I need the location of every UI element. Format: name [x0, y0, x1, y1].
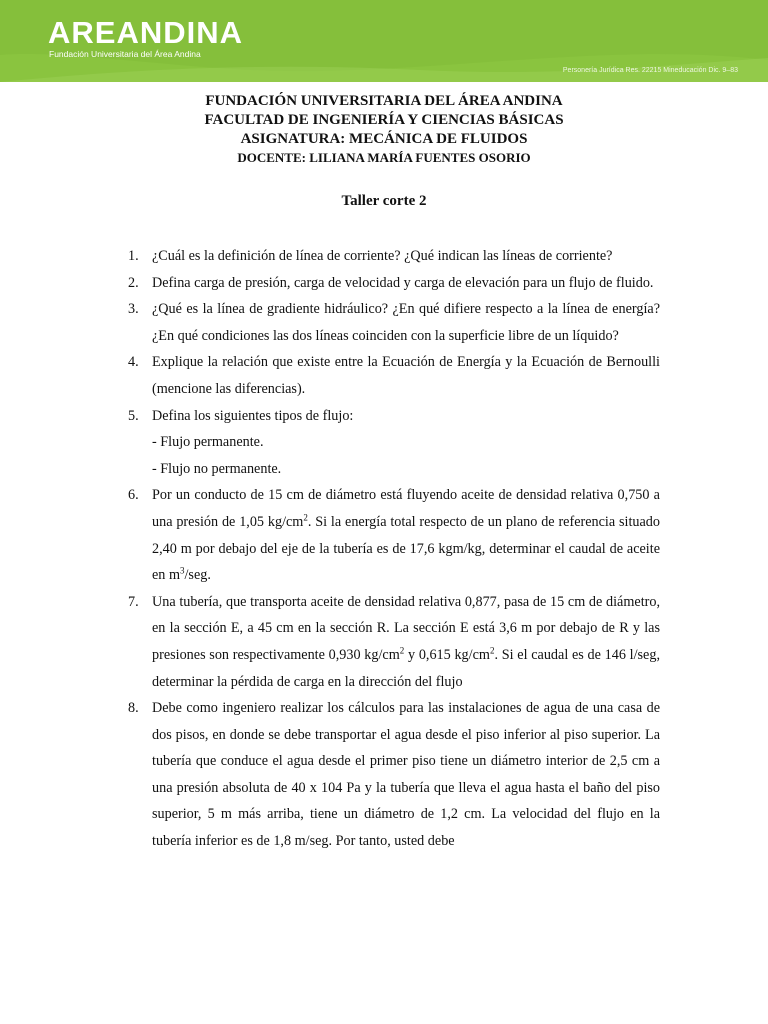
question-number: 1.	[128, 248, 139, 264]
question-text-part: . Si la energía total respecto de un plano de referencia situado 2,40 m por debajo del eje de la tubería es de 17,6 kgm/kg, determinar el caudal de aceite en m	[152, 513, 660, 584]
areandina-logo: AREANDINA	[48, 15, 243, 50]
question-text: ¿Cuál es la definición de línea de corriente? ¿Qué indican las líneas de corriente?	[152, 248, 613, 264]
question-number: 3.	[128, 301, 139, 318]
question-item	[110, 482, 660, 588]
question-number: 8.	[128, 700, 139, 717]
header-banner	[0, 0, 768, 82]
question-number: 5.	[128, 407, 139, 424]
legal-notice: Personería Jurídica Res. 22215 Mineducación Dic. 9–83	[562, 67, 738, 74]
header-institution: FUNDACIÓN UNIVERSITARIA DEL ÁREA ANDINA	[205, 93, 563, 109]
question-item	[110, 243, 660, 270]
header-subject: ASIGNATURA: MECÁNICA DE FLUIDOS	[240, 131, 528, 147]
question-item	[110, 695, 660, 855]
question-text: Defina los siguientes tipos de flujo:	[152, 407, 354, 424]
header-faculty: FACULTAD DE INGENIERÍA Y CIENCIAS BÁSICAS	[204, 112, 564, 128]
flow-type-permanent: - Flujo permanente.	[152, 434, 264, 451]
question-text	[152, 487, 660, 583]
question-number: 7.	[128, 593, 139, 610]
question-item	[110, 296, 660, 349]
question-number: 4.	[128, 354, 139, 371]
flow-type-non-permanent: - Flujo no permanente.	[152, 460, 282, 477]
question-text: Defina carga de presión, carga de velocidad y carga de elevación para un flujo de fluido.	[152, 274, 654, 291]
question-number: 6.	[128, 487, 139, 504]
header-teacher: DOCENTE: LILIANA MARÍA FUENTES OSORIO	[237, 150, 531, 165]
logo-subtitle: Fundación Universitaria del Área Andina	[49, 49, 201, 59]
question-number: 2.	[128, 274, 139, 291]
superscript: 2	[489, 645, 495, 656]
document-title: Taller corte 2	[341, 193, 427, 209]
question-item	[110, 349, 660, 402]
question-text: Debe como ingeniero realizar los cálculos para las instalaciones de agua de una casa de dos pisos, en donde se debe transportar el agua desde el piso inferior al piso superior. La tubería que conduce el agua desde el primer piso tiene un diámetro interior de 2,5 cm a una presión absoluta de 40 x 104 Pa y la tubería que lleva el agua hasta el baño del piso superior, 5 m más arriba, tiene un diámetro de 1,2 cm. La velocidad del flujo en la tubería inferior es de 1,8 m/seg. Por tanto, usted debe	[152, 700, 660, 850]
question-item	[110, 403, 660, 483]
question-text-part: . Si el caudal es de 146 l/seg, determinar la pérdida de carga en la dirección del flujo	[152, 646, 660, 690]
document-header	[0, 92, 768, 166]
question-text: ¿Qué es la línea de gradiente hidráulico? ¿En qué difiere respecto a la línea de energía? ¿En qué condiciones las dos líneas coinciden con la superficie libre de un líquido?	[152, 301, 660, 344]
question-text	[152, 594, 660, 690]
question-text-part: y 0,615 kg/cm	[404, 646, 490, 663]
superscript: 2	[303, 512, 308, 523]
question-item	[110, 589, 660, 695]
superscript: 3	[179, 565, 185, 576]
question-list	[110, 243, 660, 855]
superscript: 2	[399, 645, 405, 656]
question-text: Explique la relación que existe entre la Ecuación de Energía y la Ecuación de Bernoulli (mencione las diferencias).	[152, 354, 660, 397]
question-text-part: Una tubería, que transporta aceite de densidad relativa 0,877, pasa de 15 cm de diámetro, en la sección E, a 45 cm en la sección R. La sección E está 3,6 m por debajo de R y las presiones son respectivamente 0,930 kg/cm	[152, 593, 660, 663]
question-text-part: Por un conducto de 15 cm de diámetro está fluyendo aceite de densidad relativa 0,750 a una presión de 1,05 kg/cm	[152, 487, 660, 530]
question-item	[110, 270, 660, 297]
question-text-part: /seg.	[184, 567, 211, 584]
